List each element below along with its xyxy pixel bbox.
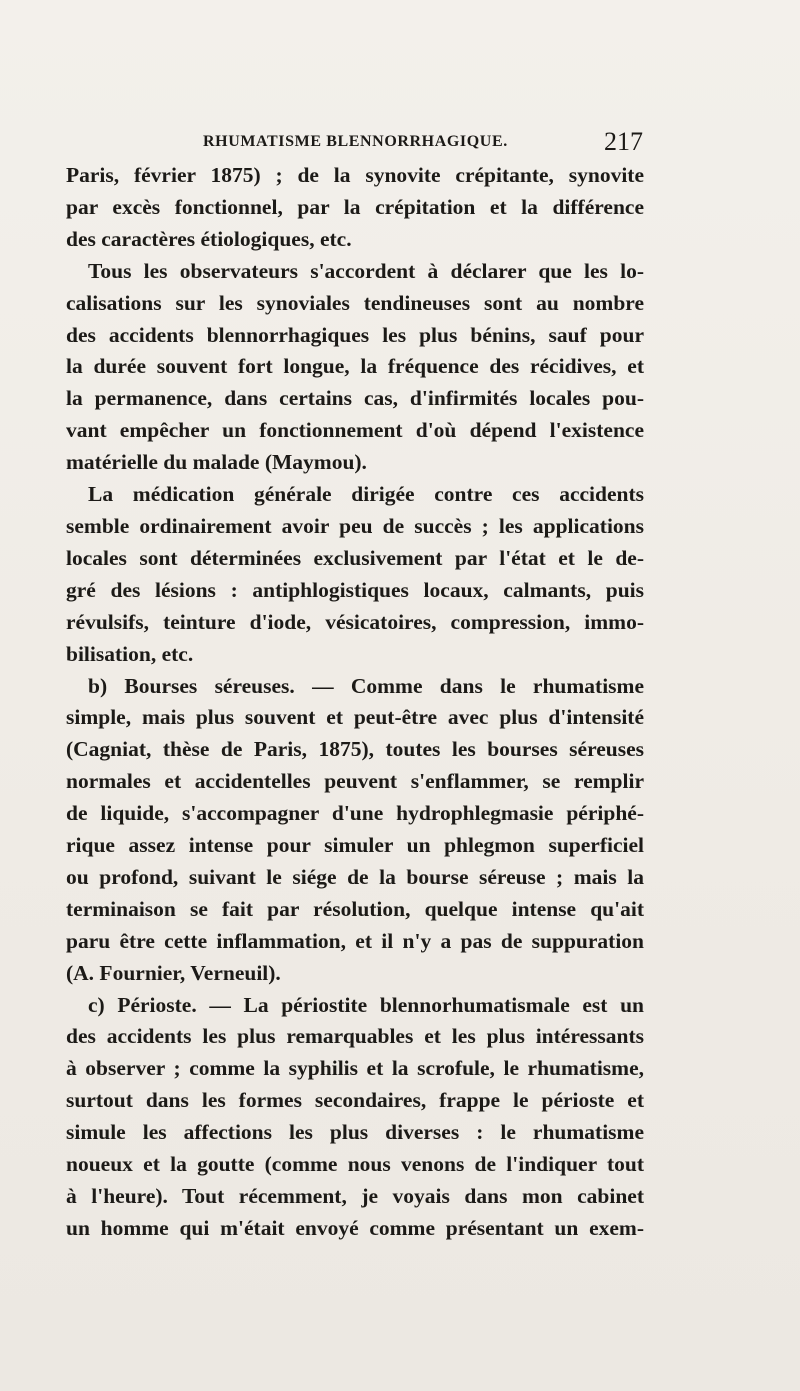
text-line: locales sont déterminées exclusivement par l'état et le de- [66,545,644,570]
text-line: normales et accidentelles peuvent s'enflammer, se remplir [66,769,644,794]
text-line: calisations sur les synoviales tendineuses sont au nombre [66,290,644,315]
text-line: des caractères étiologiques, etc. [66,226,352,251]
text-line: à observer ; comme la syphilis et la scrofule, le rhumatisme, [66,1056,644,1081]
text-line: bilisation, etc. [66,641,194,666]
text-line: noueux et la goutte (comme nous venons de l'indiquer tout [66,1152,644,1177]
text-line: La médication générale dirigée contre ces accidents [88,482,644,507]
text-line: semble ordinairement avoir peu de succès ; les applications [66,513,644,538]
text-line: par excès fonctionnel, par la crépitation et la différence [66,194,644,219]
text-line: paru être cette inflammation, et il n'y a pas de suppuration [66,928,644,953]
text-line: gré des lésions : antiphlogistiques locaux, calmants, puis [66,577,644,602]
text-line: matérielle du malade (Maymou). [66,450,367,475]
paragraph-1 [66,160,644,256]
text-line: rique assez intense pour simuler un phlegmon superficiel [66,833,644,858]
page-header [203,127,643,157]
paragraph-3 [66,479,644,670]
text-line: simule les affections les plus diverses : le rhumatisme [66,1120,644,1145]
paragraph-2 [66,256,644,479]
text-line: terminaison se fait par résolution, quelque intense qu'ait [66,896,644,921]
text-line: à l'heure). Tout récemment, je voyais dans mon cabinet [66,1184,644,1208]
text-line: de liquide, s'accompagner d'une hydrophlegmasie périphé- [66,801,644,826]
paragraph-4 [66,671,644,990]
text-line: un homme qui m'était envoyé comme présentant un exem- [66,1215,644,1240]
text-line: révulsifs, teinture d'iode, vésicatoires, compression, immo- [66,609,644,634]
page-number: 217 [604,127,643,156]
text-line: des accidents les plus remarquables et les plus intéressants [66,1024,644,1049]
text-line: des accidents blennorrhagiques les plus bénins, sauf pour [66,322,644,347]
paragraph-5 [66,990,644,1245]
text-line: Tous les observateurs s'accordent à déclarer que les lo- [88,258,644,283]
text-line: simple, mais plus souvent et peut-être avec plus d'intensité [66,705,644,730]
running-title: RHUMATISME BLENNORRHAGIQUE. [203,133,508,150]
text-line: surtout dans les formes secondaires, frappe le périoste et [66,1088,644,1113]
text-line: c) Périoste. — La périostite blennorhumatismale est un [88,992,644,1017]
text-line: Paris, février 1875) ; de la synovite crépitante, synovite [66,163,644,187]
body-text [66,160,644,1245]
text-line: (Cagniat, thèse de Paris, 1875), toutes les bourses séreuses [66,737,644,762]
text-line: ou profond, suivant le siége de la bourse séreuse ; mais la [66,864,644,889]
text-line: (A. Fournier, Verneuil). [66,960,281,985]
text-line: b) Bourses séreuses. — Comme dans le rhumatisme [88,673,644,698]
text-line: la permanence, dans certains cas, d'infirmités locales pou- [66,386,644,411]
text-line: vant empêcher un fonctionnement d'où dépend l'existence [66,418,644,443]
text-line: la durée souvent fort longue, la fréquence des récidives, et [66,354,644,379]
